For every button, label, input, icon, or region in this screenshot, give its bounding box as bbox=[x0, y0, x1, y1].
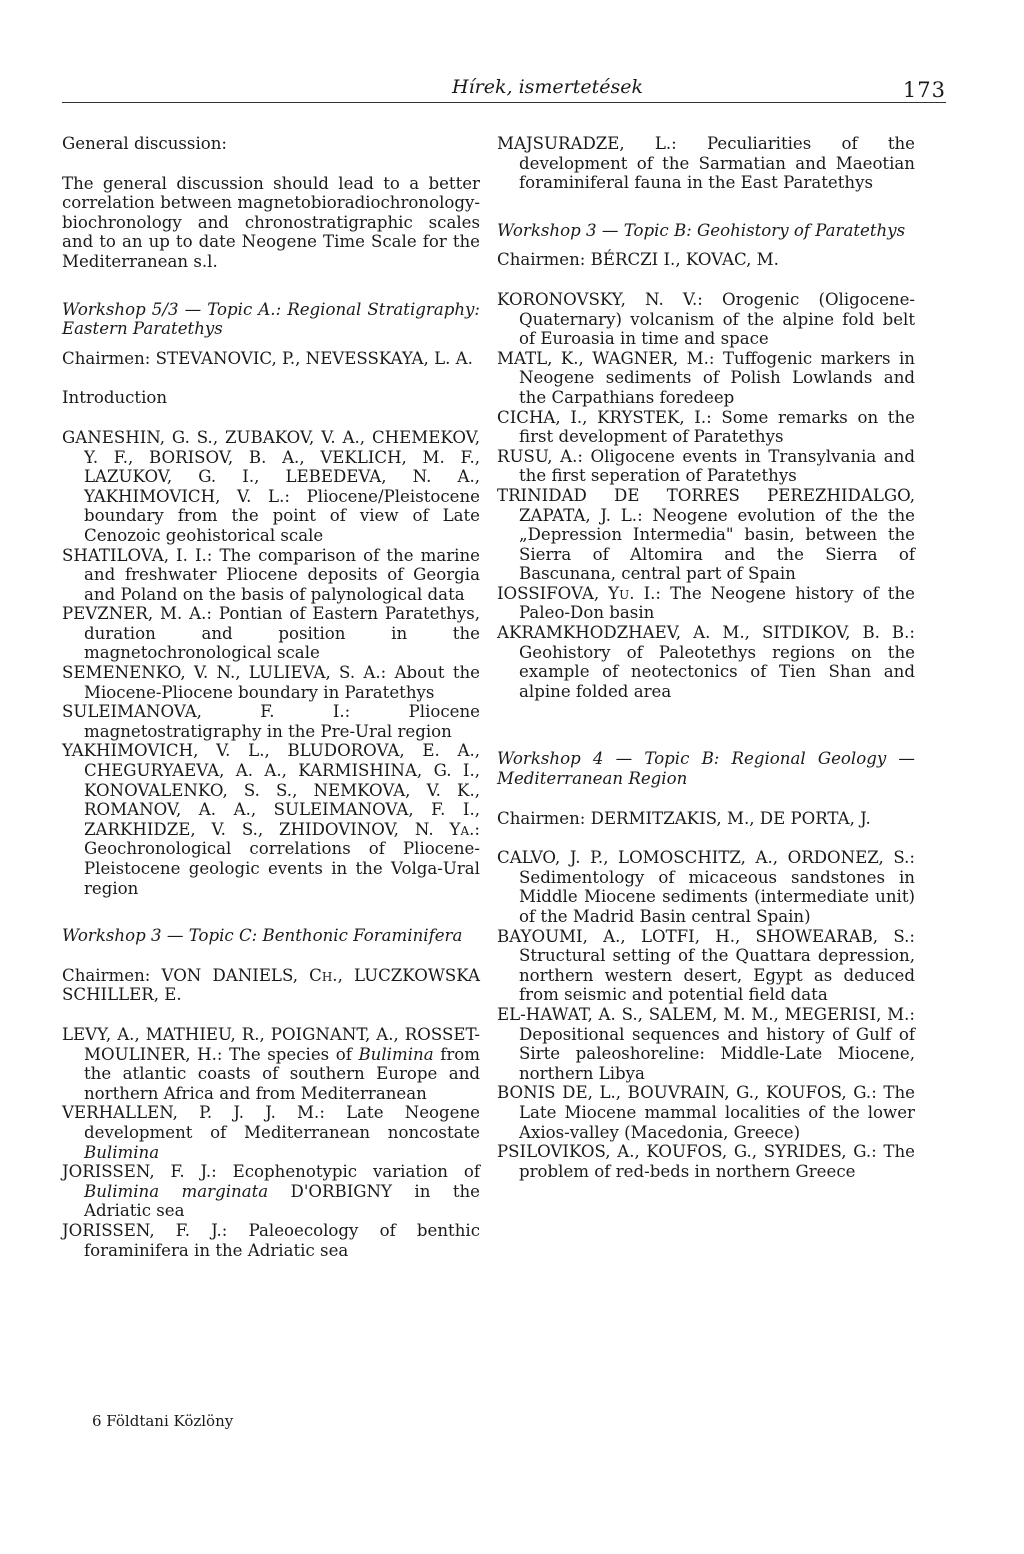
entry-title: Peculiarities of the development of the Sarmatian and Maeotian foraminiferal fauna in the East Paratethys bbox=[519, 134, 915, 193]
entry-list bbox=[497, 290, 915, 701]
list-item bbox=[62, 1221, 480, 1260]
entry-authors: MAJSURADZE, L.: bbox=[497, 134, 677, 153]
list-item bbox=[497, 1083, 915, 1142]
entry-title: The comparison of the marine and freshwater Pliocene deposits of Georgia and Poland on the basis of palynological data bbox=[84, 545, 480, 604]
taxon-name: Bulimina marginata bbox=[84, 1181, 269, 1201]
workshop-heading: Workshop 4 — Topic B: Regional Geology — Mediterranean Region bbox=[497, 749, 915, 789]
taxon-name: Bulimina bbox=[358, 1044, 434, 1064]
list-item bbox=[62, 741, 480, 898]
page-footer: 6 Földtani Közlöny bbox=[92, 1412, 234, 1430]
chairmen-line bbox=[497, 250, 915, 270]
workshop-heading: Workshop 5/3 — Topic A.: Regional Stratigraphy: Eastern Paratethys bbox=[62, 299, 480, 339]
entry-title: The problem of red-beds in northern Greece bbox=[519, 1142, 915, 1181]
entry-authors: JORISSEN, F. J.: bbox=[62, 1162, 217, 1182]
entry-title: About the Miocene-Pliocene boundary in Paratethys bbox=[84, 663, 480, 702]
list-item bbox=[497, 134, 915, 193]
entry-title: Geohistory of Paleotethys regions on the example of neotectonics of Tien Shan and alpine folded area bbox=[519, 642, 915, 701]
entry-title: Ecophenotypic variation of bbox=[216, 1162, 480, 1182]
entry-authors: SEMENENKO, V. N., LULIEVA, S. A.: bbox=[62, 663, 387, 683]
entry-authors: YAKHIMOVICH, V. L., BLUDOROVA, E. A., CHEGURYAEVA, A. A., KARMISHINA, G. I., KONOVALENKO, S. S., NEMKOVA, V. K., ROMANOV, A. A., SULEIMANOVA, F. I., ZARKHIDZE, V. S., ZHIDOVINOV, N. Ya.: bbox=[62, 741, 480, 839]
entry-title: The species of bbox=[222, 1044, 359, 1064]
list-item bbox=[497, 623, 915, 701]
entry-authors: GANESHIN, G. S., ZUBAKOV, V. A., CHEMEKOV, Y. F., BORISOV, B. A., VEKLICH, M. F., LAZUKOV, G. I., LEBEDEVA, N. A., YAKHIMOVICH, V. L.: bbox=[62, 427, 480, 506]
entry-authors: CICHA, I., KRYSTEK, I.: bbox=[497, 407, 712, 427]
left-column bbox=[62, 134, 480, 1260]
entry-title: Pontian of Eastern Paratethys, duration and position in the magnetochronological scale bbox=[84, 604, 481, 663]
entry-list bbox=[62, 1025, 480, 1260]
entry-list bbox=[497, 848, 915, 1181]
list-item bbox=[497, 349, 915, 408]
entry-list bbox=[62, 428, 480, 898]
taxon-author: D'ORBIGNY bbox=[268, 1181, 393, 1201]
chairmen-names: STEVANOVIC, P., NEVESSKAYA, L. A. bbox=[155, 348, 473, 368]
chairmen-line bbox=[62, 349, 480, 369]
list-item bbox=[62, 604, 480, 663]
entry-title: Late Neogene development of Mediterranean noncostate bbox=[84, 1103, 480, 1142]
chairmen-label: Chairmen: bbox=[497, 250, 586, 270]
list-item bbox=[62, 428, 480, 546]
general-discussion-label: General discussion: bbox=[62, 134, 228, 153]
entry-authors: LEVY, A., MATHIEU, R., POIGNANT, A., ROSSET-MOULINER, H.: bbox=[62, 1024, 480, 1064]
workshop-heading: Workshop 3 — Topic B: Geohistory of Paratethys bbox=[497, 220, 906, 240]
entry-authors: SHATILOVA, I. I.: bbox=[62, 545, 213, 565]
entry-title: Some remarks on the first development of Paratethys bbox=[519, 407, 915, 447]
entry-title: Sedimentology of micaceous sandstones in Middle Miocene sediments (intermediate unit) of the Madrid Basin central Spain) bbox=[519, 867, 915, 926]
entry-authors: EL-HAWAT, A. S., SALEM, M. M., MEGERISI, M.: bbox=[497, 1004, 915, 1024]
entry-authors: JORISSEN, F. J.: bbox=[62, 1220, 228, 1240]
entry-title-rest: in the Adriatic sea bbox=[84, 1181, 480, 1221]
header-rule bbox=[62, 102, 946, 103]
entry-title: Pliocene magnetostratigraphy in the Pre-Ural region bbox=[84, 702, 480, 741]
right-column bbox=[497, 134, 915, 1181]
entry-authors: PEVZNER, M. A.: bbox=[62, 604, 212, 624]
entry-authors: MATL, K., WAGNER, M.: bbox=[497, 348, 715, 368]
entry-title: Tuffogenic markers in Neogene sediments of Polish Lowlands and the Carpathians foredeep bbox=[519, 348, 915, 407]
chairmen-label: Chairmen: bbox=[62, 965, 151, 985]
chairmen-label: Chairmen: bbox=[62, 348, 151, 368]
running-title: Hírek, ismertetések bbox=[452, 76, 644, 98]
list-item bbox=[497, 1005, 915, 1083]
list-item bbox=[497, 486, 915, 584]
entry-authors: VERHALLEN, P. J. J. M.: bbox=[62, 1103, 325, 1123]
list-item bbox=[497, 290, 915, 349]
entry-authors: BONIS DE, L., BOUVRAIN, G., KOUFOS, G.: bbox=[497, 1083, 877, 1103]
entry-title-rest: from the atlantic coasts of southern Europe and northern Africa and from Mediterranean bbox=[84, 1044, 481, 1103]
entry-title: Orogenic (Oligocene-Quaternary) volcanism of the alpine fold belt of Euroasia in time and space bbox=[519, 289, 916, 349]
list-item bbox=[62, 663, 480, 702]
entry-title: Pliocene/Pleistocene boundary from the point of view of Late Cenozoic geohistorical scale bbox=[84, 486, 480, 545]
chairmen-line bbox=[497, 809, 915, 829]
list-item bbox=[497, 1142, 915, 1181]
entry-authors: AKRAMKHODZHAEV, A. M., SITDIKOV, B. B.: bbox=[497, 623, 915, 643]
entry-title: The Late Miocene mammal localities of the lower Axios-valley (Macedonia, Greece) bbox=[519, 1083, 915, 1142]
introduction-label: Introduction bbox=[62, 388, 168, 408]
page-number: 173 bbox=[902, 78, 946, 102]
chairmen-names: BÉRCZI I., KOVAC, M. bbox=[590, 250, 779, 270]
chairmen-names: DERMITZAKIS, M., DE PORTA, J. bbox=[590, 808, 871, 828]
list-item bbox=[62, 702, 480, 741]
entry-authors: KORONOVSKY, N. V.: bbox=[497, 289, 703, 309]
list-item bbox=[62, 546, 480, 605]
entry-authors: PSILOVIKOS, A., KOUFOS, G., SYRIDES, G.: bbox=[497, 1142, 877, 1162]
list-item bbox=[497, 848, 915, 926]
entry-title: Neogene evolution of the the „Depression Intermedia" basin, between the Sierra of Altomira and the Sierra of Bascunana, central part of Spain bbox=[519, 505, 915, 584]
entry-title: Paleoecology of benthic foraminifera in the Adriatic sea bbox=[84, 1220, 481, 1260]
running-header bbox=[62, 72, 946, 104]
list-item bbox=[62, 1162, 480, 1221]
entry-authors: TRINIDAD DE TORRES PEREZHIDALGO, ZAPATA, J. L.: bbox=[497, 485, 915, 525]
entry-title: Depositional sequences and history of Gulf of Sirte paleoshoreline: Middle-Late Miocene, northern Libya bbox=[519, 1024, 915, 1083]
entry-authors: RUSU, A.: bbox=[497, 446, 583, 466]
chairmen-label: Chairmen: bbox=[497, 808, 586, 828]
entry-title: The Neogene history of the Paleo-Don basin bbox=[519, 583, 915, 623]
entry-title: Geochronological correlations of Pliocene-Pleistocene geologic events in the Volga-Ural region bbox=[84, 839, 480, 898]
entry-title: Structural setting of the Quattara depression, northern western desert, Egypt as deduced from seismic and potential field data bbox=[519, 946, 915, 1005]
list-item bbox=[497, 447, 915, 486]
entry-authors: SULEIMANOVA, F. I.: bbox=[62, 702, 351, 722]
list-item bbox=[497, 584, 915, 623]
chairmen-line bbox=[62, 966, 480, 1005]
list-item bbox=[62, 1025, 480, 1103]
list-item bbox=[497, 927, 915, 1005]
list-item bbox=[62, 1103, 480, 1162]
workshop-heading: Workshop 3 — Topic C: Benthonic Foraminifera bbox=[62, 926, 463, 946]
entry-authors: IOSSIFOVA, Yu. I.: bbox=[497, 583, 661, 603]
list-item bbox=[497, 408, 915, 447]
chairmen-names: VON DANIELS, Ch., LUCZKOWSKA SCHILLER, E. bbox=[62, 965, 480, 1005]
entry-authors: BAYOUMI, A., LOTFI, H., SHOWEARAB, S.: bbox=[497, 926, 915, 946]
general-discussion-text: The general discussion should lead to a better correlation between magnetobioradiochronology-biochronology and chronostratigraphic scales and to an up to date Neogene Time Scale for the Mediterranean s.l. bbox=[62, 173, 480, 271]
entry-title: Oligocene events in Transylvania and the first seperation of Paratethys bbox=[519, 446, 915, 486]
taxon-name: Bulimina bbox=[84, 1142, 160, 1162]
entry-authors: CALVO, J. P., LOMOSCHITZ, A., ORDONEZ, S.: bbox=[497, 848, 915, 868]
